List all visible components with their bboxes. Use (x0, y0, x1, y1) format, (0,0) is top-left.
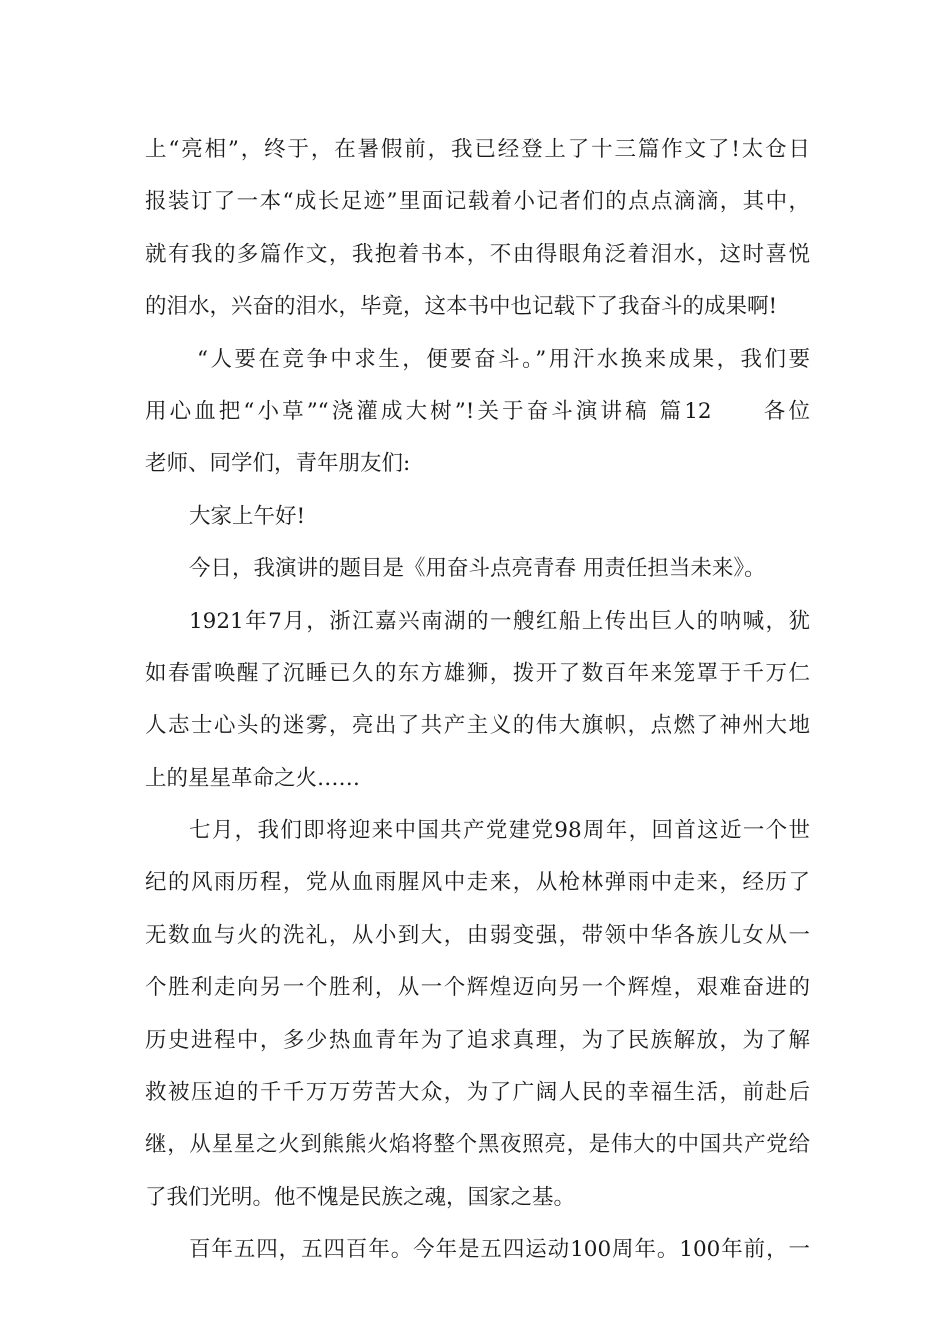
text-line: 纪的风雨历程，党从血雨腥风中走来，从枪林弹雨中走来，经历了 (145, 870, 810, 896)
text-line: 百年五四，五四百年。今年是五四运动100周年。100年前，一 (189, 1237, 810, 1263)
text-line: 历史进程中，多少热血青年为了追求真理，为了民族解放，为了解 (145, 1027, 810, 1053)
text-line: 1921年7月，浙江嘉兴南湖的一艘红船上传出巨人的呐喊，犹 (189, 608, 810, 634)
document-body (145, 124, 810, 1277)
text-line: 无数血与火的洗礼，从小到大，由弱变强，带领中华各族儿女从一 (145, 922, 810, 948)
text-line: 七月，我们即将迎来中国共产党建党98周年，回首这近一个世 (189, 818, 810, 844)
text-line: 上“亮相”，终于，在暑假前，我已经登上了十三篇作文了!太仓日 (145, 137, 810, 162)
text-line: 今日，我演讲的题目是《用奋斗点亮青春 用责任担当未来》。 (189, 556, 766, 582)
text-line: 大家上午好! (189, 503, 306, 529)
text-line: 救被压迫的千千万万劳苦大众，为了广阔人民的幸福生活，前赴后 (145, 1080, 810, 1106)
text-line: 就有我的多篇作文，我抱着书本，不由得眼角泛着泪水，这时喜悦 (145, 241, 810, 267)
text-line: 了我们光明。他不愧是民族之魂，国家之基。 (145, 1184, 576, 1210)
text-line: 报装订了一本“成长足迹”里面记载着小记者们的点点滴滴，其中， (145, 189, 810, 215)
text-line: 用心血把“小草”“浇灌成大树”!关于奋斗演讲稿 篇12 各位 (145, 398, 810, 424)
text-line: 上的星星革命之火…… (145, 765, 361, 791)
text-line: 个胜利走向另一个胜利，从一个辉煌迈向另一个辉煌，艰难奋进的 (145, 975, 810, 1001)
text-line: 人志士心头的迷雾，亮出了共产主义的伟大旗帜，点燃了神州大地 (145, 713, 810, 739)
text-line: 的泪水，兴奋的泪水，毕竟，这本书中也记载下了我奋斗的成果啊! (145, 294, 778, 320)
text-line: “人要在竞争中求生，便要奋斗。”用汗水换来成果，我们要 (197, 346, 810, 372)
text-line: 老师、同学们，青年朋友们: (145, 451, 411, 477)
text-line: 继，从星星之火到熊熊火焰将整个黑夜照亮，是伟大的中国共产党给 (145, 1132, 810, 1158)
text-line: 如春雷唤醒了沉睡已久的东方雄狮，拨开了数百年来笼罩于千万仁 (145, 660, 810, 686)
